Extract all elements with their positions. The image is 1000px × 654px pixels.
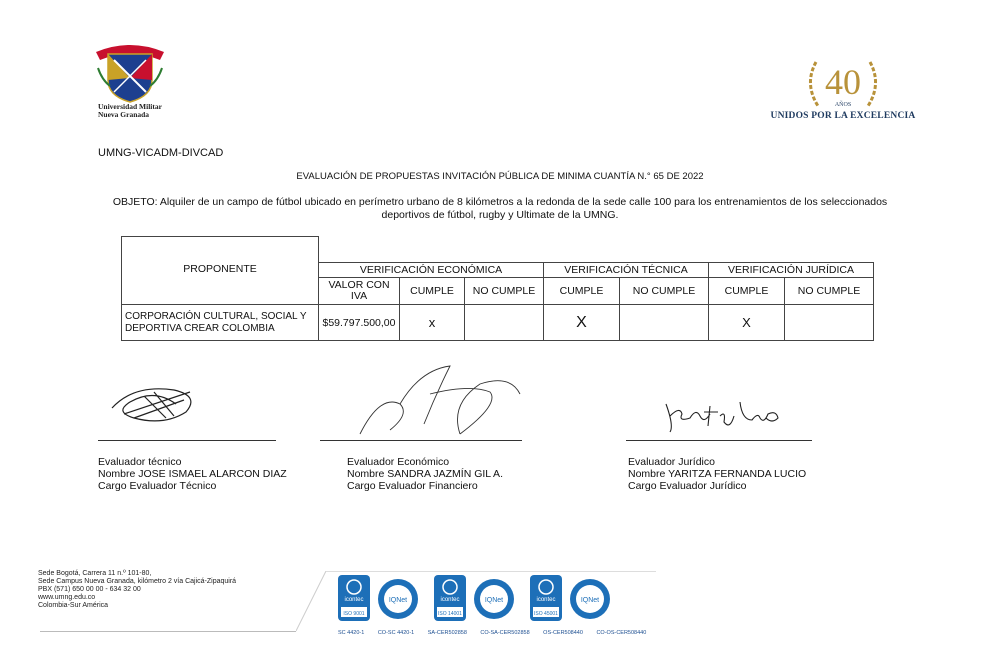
signer-name: Nombre SANDRA JAZMÍN GIL A.	[347, 468, 503, 480]
iqnet-badge-3	[570, 579, 610, 619]
signature-line-juridico	[626, 440, 812, 441]
group-tecnica: VERIFICACIÓN TÉCNICA	[544, 263, 709, 278]
anniversary-slogan: UNIDOS POR LA EXCELENCIA	[770, 111, 916, 121]
evaluation-table	[121, 236, 874, 341]
svg-text:icontec: icontec	[440, 597, 460, 603]
footer-diagonal	[296, 571, 326, 633]
footer-website: www.umng.edu.co	[38, 594, 96, 601]
signer-name: Nombre YARITZA FERNANDA LUCIO	[628, 468, 807, 480]
icontec-iso9001-badge	[338, 575, 370, 621]
row-eco-cumple: x	[400, 305, 465, 341]
icontec-iso45001-badge	[530, 575, 562, 621]
anniversary-anos: AÑOS	[834, 102, 852, 108]
signature-block-tecnico	[98, 456, 287, 492]
col-valor: VALOR CON IVA	[319, 278, 400, 305]
university-name: Universidad Militar Nueva Granada	[98, 102, 162, 119]
svg-text:IQNet: IQNet	[484, 597, 504, 604]
col-eco-cumple: CUMPLE	[400, 278, 465, 305]
signer-cargo: Cargo Evaluador Jurídico	[628, 480, 747, 492]
signer-role: Evaluador técnico	[98, 456, 182, 468]
signature-line-tecnico	[98, 440, 276, 441]
svg-text:icontec: icontec	[344, 597, 364, 603]
signature-juridico	[660, 396, 790, 436]
row-tec-cumple: X	[544, 305, 620, 341]
col-jur-cumple: CUMPLE	[709, 278, 785, 305]
iqnet-badge-2	[474, 579, 514, 619]
svg-text:IQNet: IQNet	[388, 597, 408, 604]
svg-text:ISO 45001: ISO 45001	[534, 611, 558, 617]
group-economica: VERIFICACIÓN ECONÓMICA	[319, 263, 544, 278]
iqnet-badge-1	[378, 579, 418, 619]
row-tec-no-cumple	[620, 305, 709, 341]
col-eco-no-cumple: NO CUMPLE	[465, 278, 544, 305]
row-proponente: CORPORACIÓN CULTURAL, SOCIAL Y DEPORTIVA CREAR COLOMBIA	[122, 305, 319, 341]
signature-tecnico	[104, 378, 204, 428]
col-tec-cumple: CUMPLE	[544, 278, 620, 305]
signature-economico	[340, 364, 530, 440]
signer-cargo: Cargo Evaluador Financiero	[347, 480, 478, 492]
certification-codes: SC 4420-1 CO-SC 4420-1 SA-CER502858 CO-SA-CER502858 OS-CER508440 CO-OS-CER508440	[338, 630, 647, 636]
icontec-iso14001-badge	[434, 575, 466, 621]
document-reference: UMNG-VICADM-DIVCAD	[98, 147, 224, 159]
svg-text:icontec: icontec	[536, 597, 556, 603]
footer-address: Sede Bogotá, Carrera 11 n.º 101-80, Sede Campus Nueva Granada, kilómetro 2 vía Cajicá-Zipaquirá PBX (571) 650 00 00 - 634 32 00 www.umng.edu.co Colombia-Sur América	[38, 570, 237, 609]
row-eco-no-cumple	[465, 305, 544, 341]
footer-divider	[40, 631, 296, 632]
signature-block-economico	[347, 456, 503, 492]
col-jur-no-cumple: NO CUMPLE	[785, 278, 874, 305]
svg-text:ISO 14001: ISO 14001	[438, 611, 462, 617]
footer-top-line	[326, 571, 656, 572]
anniversary-logo	[798, 56, 888, 112]
signer-cargo: Cargo Evaluador Técnico	[98, 480, 217, 492]
table-row	[122, 305, 874, 341]
row-jur-no-cumple	[785, 305, 874, 341]
certification-badges	[336, 575, 636, 625]
signer-name: Nombre JOSE ISMAEL ALARCON DIAZ	[98, 468, 287, 480]
signer-role: Evaluador Jurídico	[628, 456, 715, 468]
table-corner	[122, 237, 319, 263]
group-juridica: VERIFICACIÓN JURÍDICA	[709, 263, 874, 278]
anniversary-number: 40	[825, 62, 861, 102]
document-title: EVALUACIÓN DE PROPUESTAS INVITACIÓN PÚBLICA DE MINIMA CUANTÍA N.° 65 DE 2022	[296, 171, 704, 182]
row-valor: $59.797.500,00	[319, 305, 400, 341]
signer-role: Evaluador Económico	[347, 456, 450, 468]
signature-block-juridico	[628, 456, 806, 492]
document-objeto: OBJETO: Alquiler de un campo de fútbol ubicado en perímetro urbano de 8 kilómetros a la redonda de la sede calle 100 para los entrenamientos de los seleccionados deportivos de fútbol, rugby y Ultimate de la UMNG.	[112, 196, 888, 221]
svg-text:ISO 9001: ISO 9001	[343, 611, 365, 617]
col-tec-no-cumple: NO CUMPLE	[620, 278, 709, 305]
proponente-header: PROPONENTE	[122, 263, 319, 305]
svg-text:IQNet: IQNet	[580, 597, 600, 604]
signature-line-economico	[320, 440, 522, 441]
row-jur-cumple: X	[709, 305, 785, 341]
